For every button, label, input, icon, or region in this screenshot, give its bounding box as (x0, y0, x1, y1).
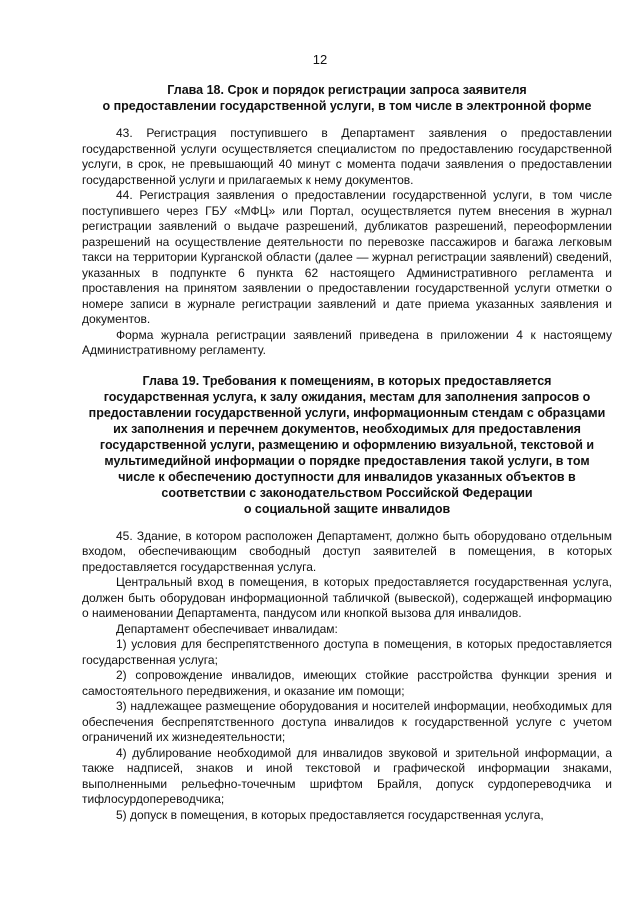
list-item-4: 4) дублирование необходимой для инвалидов звуковой и зрительной информации, а также надписей, знаков и иной текстовой и графической информации знаками, выполненными рельефно-точечным шрифтом Брайля, допуск сурдопереводчика и тифлосурдопереводчика; (82, 745, 612, 806)
title-line: соответствии с законодательством Российской Федерации (161, 485, 533, 500)
paragraph-central-entrance: Центральный вход в помещения, в которых предоставляется государственная услуга, должен быть оборудован информационной табличкой (вывеской), содержащей информацию о наименовании Департамента, пандусом или кнопкой вызова для инвалидов. (82, 575, 612, 620)
title-line: о социальной защите инвалидов (243, 501, 451, 516)
list-item-5: 5) допуск в помещения, в которых предоставляется государственная услуга, (116, 807, 544, 822)
title-line: государственной услуги, размещению и оформлению визуальной, текстовой и (99, 437, 595, 452)
paragraph-journal-form: Форма журнала регистрации заявлений приведена в приложении 4 к настоящему Административному регламенту. (82, 327, 612, 357)
page-number: 12 (312, 52, 328, 67)
title-line: предоставлении государственной услуги, информационным стендам с образцами (88, 405, 606, 420)
title-line: их заполнения и перечнем документов, необходимых для предоставления (113, 421, 581, 436)
title-line: мультимедийной информации о порядке предоставления такой услуги, в том (104, 453, 590, 468)
list-item-2: 2) сопровождение инвалидов, имеющих стойкие расстройства функции зрения и самостоятельного передвижения, и оказание им помощи; (82, 668, 612, 698)
title-line: Глава 18. Срок и порядок регистрации запроса заявителя (167, 83, 527, 97)
paragraph-45: 45. Здание, в котором расположен Департамент, должно быть оборудовано отдельным входом, обеспечивающим свободный доступ заявителей в помещения, в которых предоставляется государственная услуга. (82, 528, 612, 574)
title-line: о предоставлении государственной услуги, в том числе в электронной форме (102, 99, 592, 113)
section-gap (82, 359, 612, 373)
paragraph-43: 43. Регистрация поступившего в Департамент заявления о предоставлении государственной услуги осуществляется специалистом по предоставлению государственной услуги, в срок, не превышающий 40 минут с момента подачи заявления о предоставлении государственной услуги и прилагаемых к нему документов. (82, 126, 612, 187)
chapter-18-title (82, 82, 612, 114)
paragraph-department-provides: Департамент обеспечивает инвалидам: (116, 621, 338, 636)
list-item-1: 1) условия для беспрепятственного доступа в помещения, в которых предоставляется государственная услуга; (82, 637, 612, 667)
paragraph-44: 44. Регистрация заявления о предоставлении государственной услуги, в том числе поступившего через ГБУ «МФЦ» или Портал, осуществляется путем внесения в журнал регистрации заявлений о выдаче разрешений, дубликатов разрешений, переоформлении разрешений на осуществление деятельности по перевозке пассажиров и багажа легковым такси на территории Курганской области (далее — журнал регистрации заявлений) сведений, указанных в подпункте 6 пункта 62 настоящего Административного регламента и проставления на принятом заявлении о предоставлении государственной услуги отметки о номере записи в журнале регистрации заявлений и дате приема указанных заявления и документов. (82, 188, 612, 326)
chapter-19-title (82, 373, 612, 517)
list-item-3: 3) надлежащее размещение оборудования и носителей информации, необходимых для обеспечения беспрепятственного доступа инвалидов к государственной услуге с учетом ограничений их жизнедеятельности; (82, 699, 612, 744)
document-body (82, 82, 612, 823)
title-line: Глава 19. Требования к помещениям, в которых предоставляется (142, 373, 552, 388)
title-line: государственная услуга, к залу ожидания, местам для заполнения запросов о (103, 389, 591, 404)
title-line: числе к обеспечению доступности для инвалидов указанных объектов в (118, 469, 576, 484)
